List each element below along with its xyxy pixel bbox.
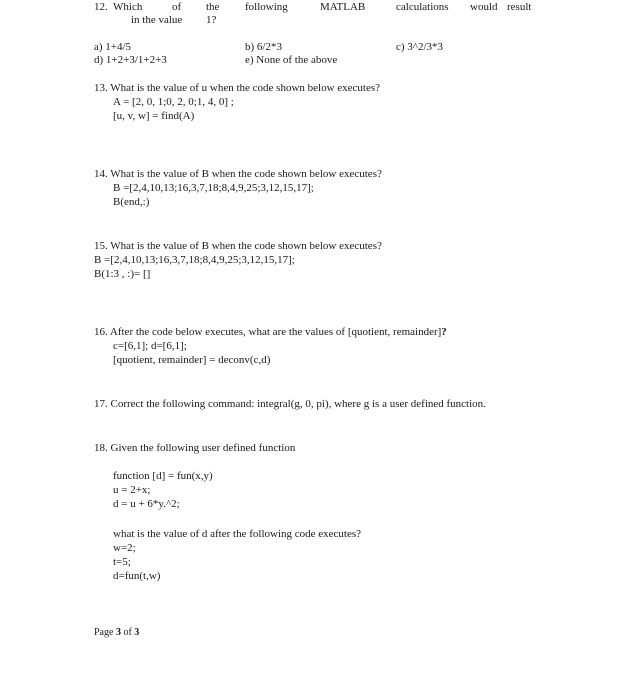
q12-number: 12. [94,1,108,13]
page-footer [94,626,139,640]
page-prefix: Page [94,627,116,638]
q16-code-line-1: c=[6,1]; d=[6,1]; [113,340,187,352]
q12-word-2: of [172,1,182,13]
q14-code-line-1: B =[2,4,10,13;16,3,7,18;8,4,9,25;3,12,15,17]; [113,182,314,194]
q12-option-e: e) None of the above [245,54,338,66]
q13-text: 13. What is the value of u when the code shown below executes? [94,82,381,94]
q12-word-5: MATLAB [320,1,366,13]
q12-word-3: the [206,1,220,13]
page-total: 3 [134,627,140,638]
q12-option-d: d) 1+2+3/1+2+3 [94,54,167,66]
q12-word-7: would [470,1,498,13]
q18-exec-line-3: d=fun(t,w) [113,570,161,582]
q18-function-line-1: function [d] = fun(x,y) [113,470,213,482]
q12-option-c: c) 3^2/3*3 [396,41,444,53]
q14-code-line-2: B(end,:) [113,196,150,208]
q16-question: 16. After the code below executes, what are the values of [quotient, remainder] [94,326,442,338]
q15-code-line-2: B(1:3 , :)= [] [94,268,151,280]
q12-line2-a: in the value [131,14,183,26]
q13-code-line-1: A = [2, 0, 1;0, 2, 0;1, 4, 0] ; [113,96,234,108]
q12-word-6: calculations [396,1,449,13]
q18-exec-line-1: w=2; [113,542,136,554]
page-current: 3 [115,627,121,638]
q13-code-line-2: [u, v, w] = find(A) [113,110,195,122]
q18-followup-text: what is the value of d after the following code executes? [113,528,362,540]
q18-function-line-3: d = u + 6*y.^2; [113,498,180,510]
q14-text: 14. What is the value of B when the code shown below executes? [94,168,382,180]
q12-word-4: following [245,1,288,13]
q12-word-8: result [507,1,532,13]
q12-word-1: Which [113,1,143,13]
page-middle: of [120,627,135,638]
q16-question-mark: ? [441,326,447,338]
q16-text [94,325,447,339]
q15-code-line-1: B =[2,4,10,13;16,3,7,18;8,4,9,25;3,12,15,17]; [94,254,295,266]
q15-text: 15. What is the value of B when the code shown below executes? [94,240,382,252]
q18-exec-line-2: t=5; [113,556,131,568]
q12-option-a: a) 1+4/5 [94,41,132,53]
q18-function-line-2: u = 2+x; [113,484,151,496]
q16-code-line-2: [quotient, remainder] = deconv(c,d) [113,354,271,366]
q12-option-b: b) 6/2*3 [245,41,282,53]
q12-line2-b: 1? [206,14,217,26]
q18-text: 18. Given the following user defined function [94,442,296,454]
q17-text: 17. Correct the following command: integral(g, 0, pi), where g is a user defined function. [94,398,486,410]
